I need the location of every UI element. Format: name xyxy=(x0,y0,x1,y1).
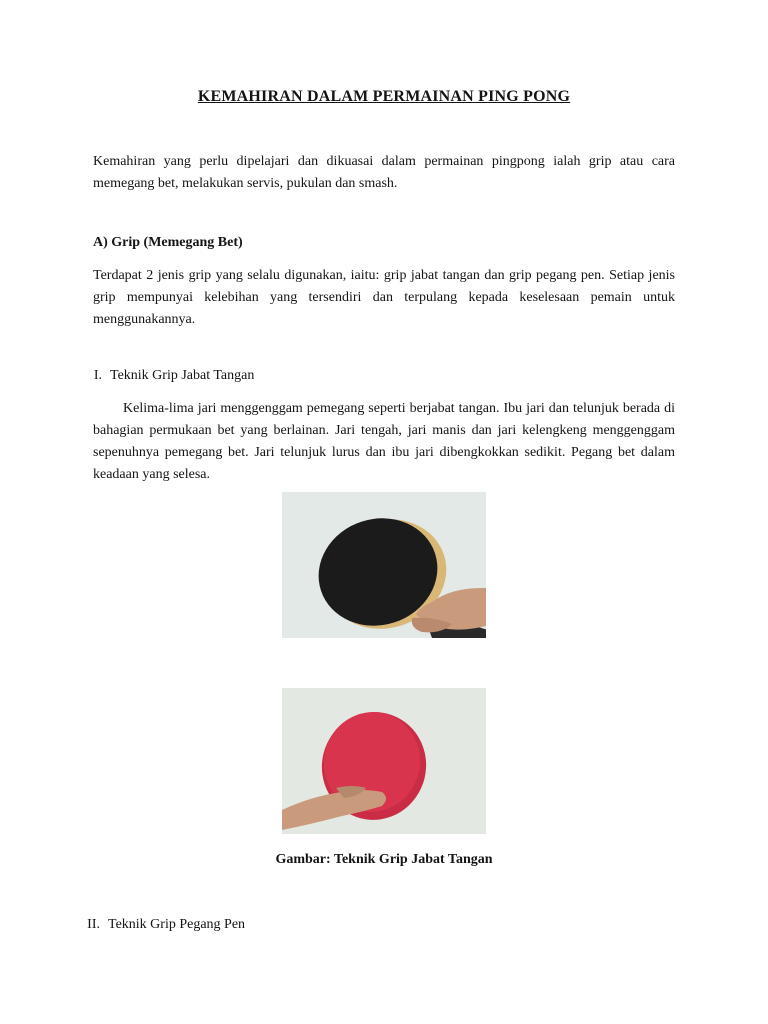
subsection-1-heading xyxy=(80,368,254,384)
subsection-1-paragraph: Kelima-lima jari menggenggam pemegang seperti berjabat tangan. Ibu jari dan telunjuk berada di bahagian permukaan bet yang berlainan. Jari tengah, jari manis dan jari kelengkeng menggenggam sepenuhnya pemegang bet. Jari telunjuk lurus dan ibu jari dibengkokkan sedikit. Pegang bet dalam keadaan yang selesa. xyxy=(93,401,675,482)
black-paddle-photo xyxy=(282,492,486,638)
section-a-heading: A) Grip (Memegang Bet) xyxy=(93,235,243,250)
red-paddle-photo xyxy=(282,688,486,834)
intro-paragraph: Kemahiran yang perlu dipelajari dan dikuasai dalam permainan pingpong ialah grip atau cara memegang bet, melakukan servis, pukulan dan smash. xyxy=(93,154,675,191)
subsection-2-number: II. xyxy=(87,917,100,932)
subsection-2-heading xyxy=(78,917,245,933)
figure-caption: Gambar: Teknik Grip Jabat Tangan xyxy=(275,852,493,867)
document-title: KEMAHIRAN DALAM PERMAINAN PING PONG xyxy=(197,88,571,105)
section-a-paragraph: Terdapat 2 jenis grip yang selalu digunakan, iaitu: grip jabat tangan dan grip pegang pen. Setiap jenis grip mempunyai kelebihan yang tersendiri dan terpulang kepada keselesaan pemain untuk menggunakannya. xyxy=(93,268,675,327)
subsection-1-title: Teknik Grip Jabat Tangan xyxy=(110,368,255,383)
subsection-1-number: I. xyxy=(93,368,102,383)
subsection-2-title: Teknik Grip Pegang Pen xyxy=(108,917,246,932)
